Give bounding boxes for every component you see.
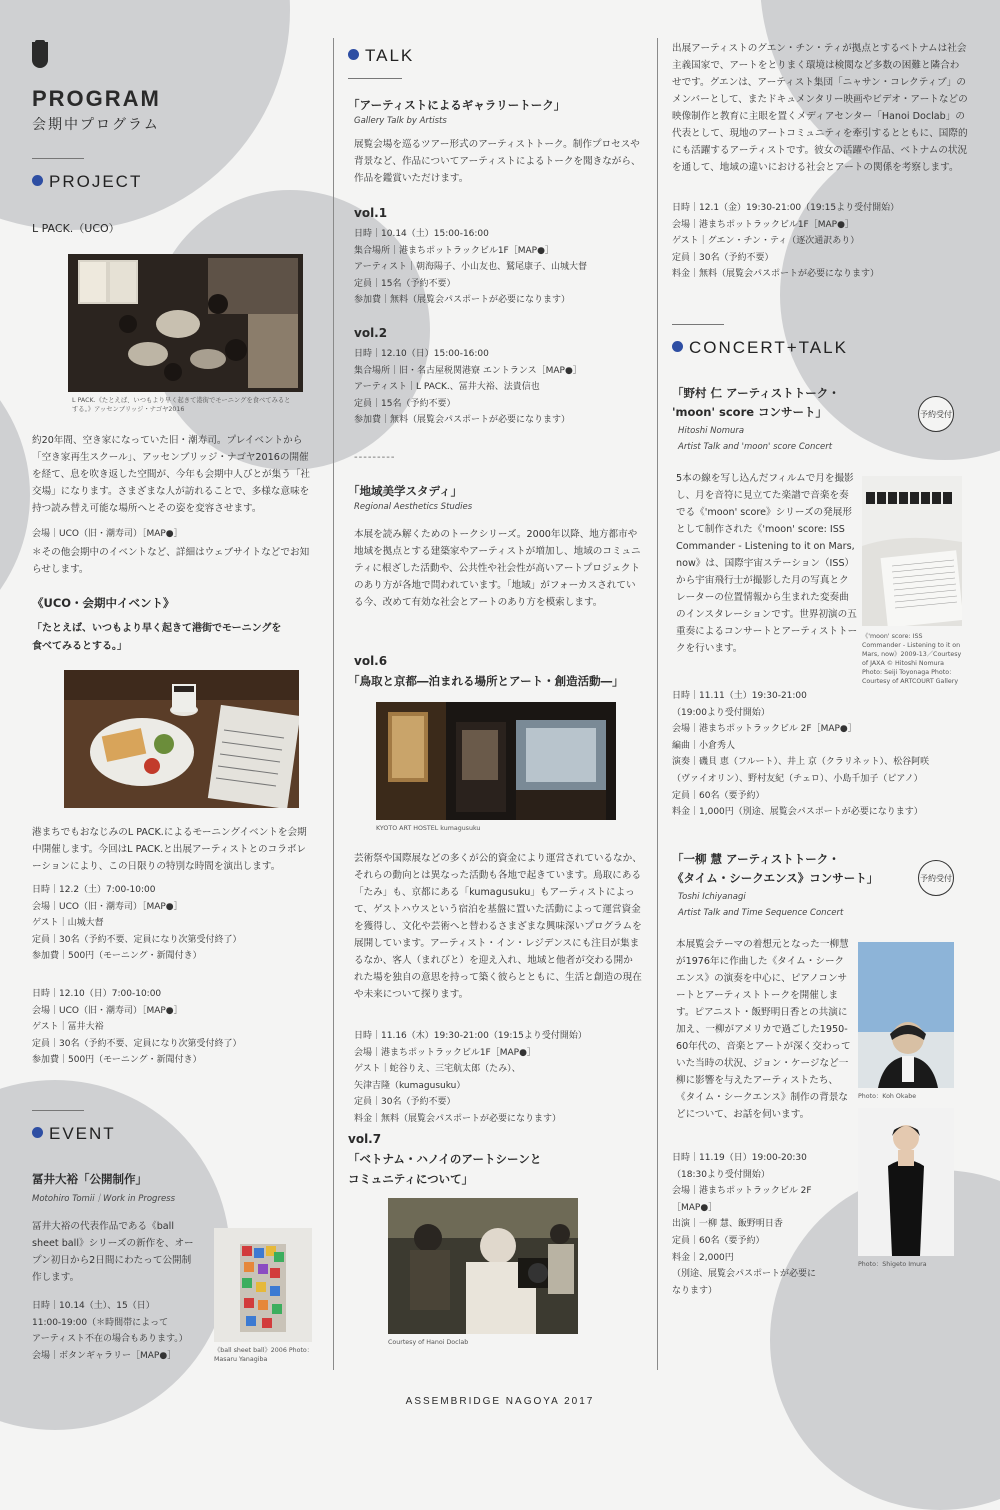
photo-breakfast	[64, 670, 299, 808]
photo-iino	[858, 1108, 954, 1256]
photo-caption: Photo：Shigeto Imura	[858, 1261, 927, 1268]
nomura-body: 5本の線を写し込んだフィルムで月を撮影し、月を音符に見立てた楽譜で音楽を奏でる《'moon' score》シリーズの発展形として制作された《'moon' score: ISS Commander - Listening to it on Mars, now》は、国際宇宙ステーション（ISS）から宇宙飛行士が撮影した月の写真とクレーターの位置情報から生まれた変奏曲のインスタレーションです。世界初演の五重奏によるコンサートとアーティストトークを行います。	[676, 473, 858, 654]
gallery-talk-body: 展覧会場を巡るツアー形式のアーティストトーク。制作プロセスや背景など、作品についてアーティストによるトークを聞きながら、作品を鑑賞いただけます。	[354, 139, 641, 184]
info-line: 会場｜港まちポットラックビル 2F［MAP●］	[672, 724, 857, 735]
info-line: 定員｜30名（予約不要）	[354, 1097, 456, 1108]
bullet-icon	[32, 175, 43, 186]
regional-title: 「地域美学スタディ」	[348, 484, 463, 498]
info-line: 日時｜12.10（日）7:00-10:00	[32, 989, 162, 999]
vol6-label: vol.6	[354, 654, 388, 668]
info-line: 定員｜60名（要予約）	[672, 790, 765, 801]
info-line: ゲスト｜蛇谷りえ、三宅航太郎（たみ）、	[354, 1064, 521, 1075]
photo-ball-sheet-ball	[214, 1228, 312, 1342]
ichiyanagi-title-2: 《タイム・シークエンス》コンサート」	[672, 871, 879, 885]
info-line: （別途、展覧会パスポートが必要に	[672, 1269, 817, 1280]
photo-caption: 《'moon' score: ISS Commander - Listening to it on Mars, now》2009-13／Courtesy of JAXA © Hitoshi Nomura Photo: Seiji Toyonaga Photo：Courtesy of ARTCOURT Gallery	[862, 633, 962, 685]
uco-event-body: 港まちでもおなじみのL PACK.によるモーニングイベントを会期中開催します。今回はL PACK.と出展アーティストとのコラボレーションにより、この日限りの特別な時間を演出します。	[32, 827, 307, 872]
info-line: 会場｜港まちポットラックビル 2F	[672, 1186, 812, 1197]
info-line: 料金｜1,000円（別途、展覧会パスポートが必要になります）	[672, 807, 923, 818]
info-line: 参加費｜500円（モーニング・新聞付き）	[32, 1055, 202, 1066]
ichiyanagi-info	[672, 1150, 816, 1299]
vol6-title: 「鳥取と京都―泊まれる場所とアート・創造活動―」	[348, 674, 624, 688]
ichiyanagi-en-2: Artist Talk and Time Sequence Concert	[678, 908, 844, 918]
info-line: 日時｜10.14（土）、15（日）	[32, 1301, 155, 1311]
ichiyanagi-title-1: 「一柳 慧 アーティストトーク・	[672, 852, 840, 866]
event-item-title: 冨井大裕「公開制作」	[32, 1172, 147, 1186]
vol2-label: vol.2	[354, 326, 388, 340]
info-line: 料金｜2,000円	[672, 1252, 734, 1263]
info-line: 集合場所｜港まちポットラックビル1F［MAP●］	[354, 245, 554, 256]
info-line: 参加費｜無料（展覧会パスポートが必要になります）	[354, 295, 571, 306]
project-item-title: L PACK.（UCO）	[32, 222, 120, 235]
gallery-talk-title: 「アーティストによるギャラリートーク」	[348, 98, 566, 112]
info-line: 編曲｜小倉秀人	[672, 740, 736, 751]
section-talk	[348, 46, 414, 66]
photo-ichiyanagi	[858, 942, 954, 1088]
vol1-info	[354, 226, 587, 309]
nomura-title-1: 「野村 仁 アーティストトーク・	[672, 386, 840, 400]
vol7-info	[672, 200, 899, 283]
bullet-icon	[672, 341, 683, 352]
divider	[32, 158, 84, 159]
photo-lpack-cafe	[68, 254, 303, 392]
info-line: 会場｜ボタンギャラリー［MAP●］	[32, 1350, 177, 1361]
info-line: 会場｜港まちポットラックビル1F［MAP●］	[672, 219, 854, 230]
dash-separator: ---------	[354, 452, 396, 463]
uco-session-2	[32, 986, 241, 1069]
info-line: （18:30より受付開始）	[672, 1169, 770, 1180]
info-line: 日時｜10.14（土）15:00-16:00	[354, 229, 489, 239]
nomura-en-2: Artist Talk and 'moon' score Concert	[678, 442, 833, 452]
vol7-label: vol.7	[348, 1132, 382, 1146]
info-line: 参加費｜500円（モーニング・新聞付き）	[32, 951, 202, 962]
info-line: （ヴァイオリン）、野村友紀（チェロ）、小島千加子（ピアノ）	[672, 773, 923, 784]
project-venue: 会場｜UCO（旧・潮寿司）［MAP●］	[32, 529, 183, 539]
uco-event-title-1: 「たとえば、いつもより早く起きて港街でモーニングを	[32, 623, 282, 634]
info-line: 日時｜11.16（木）19:30-21:00（19:15より受付開始）	[354, 1031, 587, 1041]
info-line: 日時｜11.11（土）19:30-21:00	[672, 691, 807, 701]
info-line: 定員｜15名（予約不要）	[354, 398, 456, 409]
nomura-title-2: 'moon' score コンサート」	[672, 405, 828, 419]
photo-moon-score	[862, 476, 962, 626]
info-line: 会場｜港まちポットラックビル1F［MAP●］	[354, 1047, 536, 1058]
info-line: 定員｜30名（予約不要、定員になり次第受付終了）	[32, 934, 242, 945]
vol6-body: 芸術祭や国際展などの多くが公的資金により運営されているなか、それらの動向とは異なった活動も各地で起きています。鳥取にある「たみ」も、京都にある「kumagusuku」もアーティストによって、ゲストハウスという宿泊を基盤に置いた活動によって運営資金を獲得し、文化や芸術へと替わるさまざまな興味深いプログラムを展開しています。アーティスト・イン・レジデンスにも注目が集まるなか、客人（まれびと）を迎え入れ、地域と他者が交わる開かれた場を独自の意思を持って築く彼らとともに、生活と創造の現在や未来について探ります。	[354, 853, 642, 1000]
info-line: 日時｜12.10（日）15:00-16:00	[354, 349, 489, 359]
page-subtitle: 会期中プログラム	[32, 117, 160, 133]
vol6-info	[354, 1028, 587, 1128]
info-line: 料金｜無料（展覧会パスポートが必要になります）	[354, 1113, 562, 1124]
vol7-title-2: コミュニティについて」	[348, 1172, 474, 1186]
uco-event-heading: 《UCO・会期中イベント》	[32, 596, 175, 610]
info-line: 定員｜60名（要予約）	[672, 1235, 765, 1246]
info-line: 日時｜11.19（日）19:00-20:30	[672, 1153, 807, 1163]
section-talk-label: TALK	[365, 46, 415, 65]
uco-session-1	[32, 882, 241, 965]
section-event	[32, 1124, 116, 1144]
section-concert-talk	[672, 338, 848, 358]
regional-body: 本展を読み解くためのトークシリーズ。2000年以降、地方都市や地域を拠点とする建築家やアーティストが増加し、地域のコミュニティに根ざした活動や、公共性や社会性が高いアートプロジェクトのあり方が各地で問われています。「地域」がフォーカスされている今、改めて有効な社会とアートのあり方を模索します。	[354, 529, 641, 608]
section-event-label: EVENT	[49, 1124, 116, 1143]
info-line: ゲスト｜グエン・チン・ティ（逐次通訳あり）	[672, 236, 860, 247]
divider	[32, 1110, 84, 1111]
info-line: ［MAP●］	[672, 1202, 718, 1213]
uco-event-title-2: 食べてみるとする。」	[32, 641, 127, 652]
photo-kumagusuku	[376, 702, 616, 820]
photo-caption: Courtesy of Hanoi Doclab	[388, 1339, 469, 1346]
info-line: アーティスト｜朝海陽子、小山友也、鷲尾康子、山城大督	[354, 262, 588, 273]
vol2-info	[354, 346, 582, 429]
divider	[672, 324, 724, 325]
info-line: 参加費｜無料（展覧会パスポートが必要になります）	[354, 415, 571, 426]
ichiyanagi-body: 本展覧会テーマの着想元となった一柳慧が1976年に作曲した《タイム・シークエンス》の演奏を中心に、ピアノコンサートとアーティストトークを開催します。ピアニスト・飯野明日香との共演に加え、一柳がアメリカで過ごした1950-60年代の、音楽とアートが深く交わっていた当時の状況、ジョン・ケージなど一柳に影響を与えたアーティストたち、《タイム・シークエンス》制作の背景などについて、お話を伺います。	[676, 939, 851, 1120]
info-line: （19:00より受付開始）	[672, 707, 770, 718]
info-line: 出演｜一柳 慧、飯野明日香	[672, 1219, 783, 1230]
info-line: アーティスト｜L PACK.、冨井大裕、法貴信也	[354, 382, 540, 393]
info-line: 日時｜12.2（土）7:00-10:00	[32, 885, 156, 895]
info-line: 会場｜UCO（旧・潮寿司）［MAP●］	[32, 1005, 183, 1016]
info-line: 定員｜30名（予約不要）	[672, 252, 774, 263]
photo-hanoi-doclab	[388, 1198, 578, 1334]
bg-circle-left-mid	[0, 330, 30, 660]
section-concert-label: CONCERT+TALK	[689, 338, 848, 357]
reservation-badge: 予約受付	[918, 396, 954, 432]
bullet-icon	[348, 49, 359, 60]
info-line: 定員｜30名（予約不要、定員になり次第受付終了）	[32, 1038, 242, 1049]
event-body: 冨井大裕の代表作品である《ball sheet ball》シリーズの新作を、オープン初日から2日間にわたって公開制作します。	[32, 1221, 194, 1283]
info-line: 矢津吉隆（kumagusuku）	[354, 1080, 466, 1091]
event-info	[32, 1298, 188, 1364]
info-line: 集合場所｜旧・名古屋税関港寮 エントランス［MAP●］	[354, 365, 582, 376]
regional-en: Regional Aesthetics Studies	[354, 502, 473, 512]
project-note: ＊その他会期中のイベントなど、詳細はウェブサイトなどでお知らせします。	[32, 547, 310, 575]
event-item-en: Motohiro Tomii｜Work in Progress	[32, 1194, 176, 1204]
ichiyanagi-en-1: Toshi Ichiyanagi	[678, 892, 746, 902]
page-title: PROGRAM	[32, 86, 161, 111]
info-line: 定員｜15名（予約不要）	[354, 278, 456, 289]
photo-caption: KYOTO ART HOSTEL kumagusuku	[376, 825, 481, 832]
vol7-title-1: 「ベトナム・ハノイのアートシーンと	[348, 1152, 542, 1166]
column-divider-1	[333, 38, 334, 1370]
info-line: アーティスト不在の場合もあります。）	[32, 1334, 188, 1345]
section-project	[32, 172, 142, 192]
vol1-label: vol.1	[354, 206, 388, 220]
info-line: 演奏｜磯貝 恵（フルート）、井上 京（クラリネット）、松谷阿咲	[672, 757, 930, 768]
logo-mark-icon	[32, 42, 48, 68]
reservation-badge: 予約受付	[918, 860, 954, 896]
gallery-talk-en: Gallery Talk by Artists	[354, 116, 447, 126]
info-line: ゲスト｜山城大督	[32, 918, 104, 929]
column-divider-2	[657, 38, 658, 1370]
info-line: ゲスト｜冨井大裕	[32, 1022, 104, 1033]
photo-caption: Photo：Koh Okabe	[858, 1093, 917, 1100]
nomura-info	[672, 688, 929, 821]
info-line: 11:00-19:00（＊時間帯によって	[32, 1317, 169, 1328]
divider	[348, 78, 402, 79]
info-line: なります）	[672, 1285, 718, 1296]
info-line: 日時｜12.1（金）19:30-21:00（19:15より受付開始）	[672, 203, 900, 213]
nomura-en-1: Hitoshi Nomura	[678, 426, 745, 436]
photo-caption: 《ball sheet ball》2006 Photo：Masaru Yanagiba	[214, 1347, 314, 1363]
info-line: 料金｜無料（展覧会パスポートが必要になります）	[672, 269, 880, 280]
photo-caption: L PACK.《たとえば、いつもより早く起きて港街でモーニングを食べてみるとする。》アッセンブリッジ・ナゴヤ2016	[72, 397, 291, 413]
vol7-body: 出展アーティストのグエン・チン・ティが拠点とするベトナムは社会主義国家で、アートをとりまく環境は検閲など多数の困難と隣合わせです。グエンは、アーティスト集団「ニャサン・コレクティブ」のメンバーとして、またドキュメンタリー映画やビデオ・アートなどの映像制作と教育に主眼を置くメディアセンター「Hanoi Doclab」の代表として、現地のアートコミュニティを牽引するとともに、国際的にも活躍するアーティストです。彼女の活躍や作品、ベトナムの状況を通して、地域の違いにおける社会とアートの関係を考察します。	[672, 43, 968, 173]
project-body: 約20年間、空き家になっていた旧・潮寿司。プレイベントから「空き家再生スクール」、アッセンブリッジ・ナゴヤ2016の開催を経て、息を吹き返した空間が、今年も会期中人びとが集う「社交場」になります。さまざまな人が訪れることで、多様な意味を持つ読み替え可能な場所へとその姿を変容させます。	[32, 435, 311, 514]
footer-brand: ASSEMBRIDGE NAGOYA 2017	[405, 1396, 595, 1407]
bullet-icon	[32, 1127, 43, 1138]
section-project-label: PROJECT	[49, 172, 143, 191]
info-line: 会場｜UCO（旧・潮寿司）［MAP●］	[32, 901, 183, 912]
